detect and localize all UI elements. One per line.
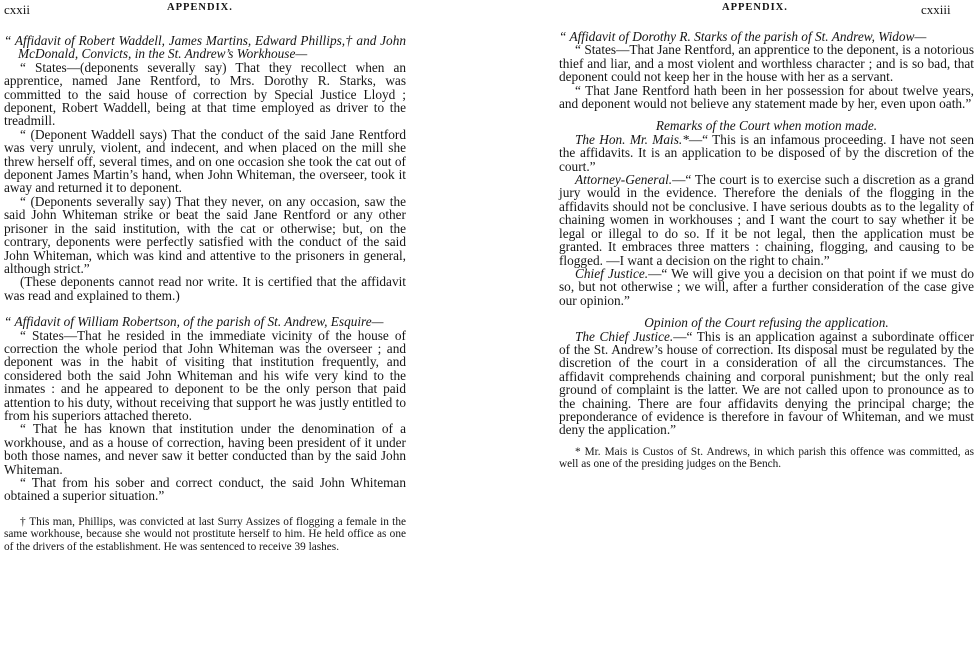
affidavit-3-paragraph-1: “ States—That Jane Rentford, an apprentice to the deponent, is a notorious thief and liar, and a most violent and worthless character ; and is so bad, that deponent could not keep her in the house with her as a servant. (559, 42, 974, 85)
right-footnote: * Mr. Mais is Custos of St. Andrews, in which parish this offence was committed, as well as one of the presiding judges on the Bench. (559, 445, 974, 471)
attorney-general-text: —“ The court is to exercise such a discretion as a grand jury would in the evidence. Therefore the denials of the flogging in the affidavits should not be conclusive. I have serious doubts as to the legality of chaining women in workhouses ; and I want the court to say whether it be legal or illegal to do so. If it be not legal, then the application must be granted. It embraces three matters : chaining, flogging, and causing to be flogged. —I want a decision on the right to chain.” (559, 172, 974, 268)
opinion-heading: Opinion of the Court refusing the application. (644, 315, 889, 331)
right-page-body (559, 30, 974, 471)
affidavit-2-title: “ Affidavit of William Robertson, of the parish of St. Andrew, Esquire— (4, 314, 384, 330)
chief-justice-text: —“ We will give you a decision on that point if we must do so, but not otherwise ; we will, after a further consideration of the case give our opinion.” (559, 265, 975, 308)
affidavit-3-paragraph-2: “ That Jane Rentford hath been in her possession for about twelve years, and deponent would not believe any statement made by her, even upon oath.” (559, 82, 974, 112)
affidavit-1-paragraph-2: “ (Deponent Waddell says) That the conduct of the said Jane Rentford was very unruly, violent, and indecent, and when placed on the mill she threw herself off, several times, and on one occasion she took the cat out of deponent James Martin’s hand, when John Whiteman, the overseer, took it away and returned it to deponent. (4, 126, 406, 196)
affidavit-3-title: “ Affidavit of Dorothy R. Starks of the parish of St. Andrew, Widow— (559, 29, 927, 44)
right-running-head: APPENDIX. (722, 2, 788, 13)
mais-remark (559, 133, 974, 173)
right-page (555, 0, 980, 670)
attorney-general-remark (559, 173, 974, 267)
mais-speaker: The Hon. Mr. Mais.* (575, 131, 689, 147)
mais-text: —“ This is an infamous proceeding. I have not seen the affidavits. It is an application to be disposed of by the discretion of the court.” (559, 131, 975, 174)
left-page-number: cxxii (4, 2, 30, 17)
left-page (0, 0, 412, 670)
remarks-heading: Remarks of the Court when motion made. (655, 118, 878, 134)
chief-justice-speaker: Chief Justice. (575, 265, 649, 281)
affidavit-1-paragraph-1: “ States—(deponents severally say) That they recollect when an apprentice, named Jane Rentford, to Mrs. Dorothy R. Starks, was committed to the said house of correction by Special Justice Lloyd ; deponent, Robert Waddell, being at that time employed as driver to the treadmill. (4, 59, 406, 129)
left-page-body (4, 34, 406, 553)
affidavit-1-paragraph-4: (These deponents cannot read nor write. It is certified that the affidavit was read and explained to them.) (4, 274, 406, 303)
affidavit-2-paragraph-2: “ That he has known that institution under the denomination of a workhouse, and as a house of correction, having been president of it under both those names, and never saw it better conducted than by the said John Whiteman. (4, 421, 406, 477)
affidavit-2-paragraph-3: “ That from his sober and correct conduct, the said John Whiteman obtained a superior situation.” (4, 475, 406, 504)
opinion-text: —“ This is an application against a subordinate officer of the St. Andrew’s house of correction. Its disposal must be regulated by the discretion of the court in a consideration of all the circumstances. The affidavit comprehends chaining and corporal punishment; but the only real ground of complaint is the latter. We are not called upon to pronounce as to the chaining. There are four affidavits denying the principal charge; the preponderance of evidence is therefore in favour of Whiteman, and we must deny the application.” (559, 328, 974, 438)
right-page-number: cxxiii (921, 2, 951, 17)
chief-justice-remark (559, 267, 974, 307)
affidavit-1-title: “ Affidavit of Robert Waddell, James Martins, Edward Phillips,† and John McDonald, Convicts, in the St. Andrew’s Workhouse— (4, 33, 406, 62)
affidavit-2-paragraph-1: “ States—That he resided in the immediate vicinity of the house of correction the whole period that John Whiteman was the overseer ; and deponent was in the habit of visiting that institution frequently, and considered both the said John Whiteman and his wife very kind to the inmates : and he appeared to deponent to be the only person that paid attention to his duty, without receiving that support he was justly entitled to from his superiors attached thereto. (4, 327, 406, 423)
attorney-general-speaker: Attorney-General. (575, 172, 673, 188)
chief-justice-opinion (559, 330, 974, 437)
opinion-speaker: The Chief Justice. (575, 328, 674, 344)
affidavit-1-paragraph-3: “ (Deponents severally say) That they never, on any occasion, saw the said John Whiteman strike or beat the said Jane Rentford or any other prisoner in the said institution, with the cat or otherwise; but, on the contrary, deponents were perfectly satisfied with the conduct of the said John Whiteman, which was kind and attentive to the prisoners in general, although strict.” (4, 193, 406, 276)
left-running-head: APPENDIX. (167, 2, 233, 13)
left-footnote: † This man, Phillips, was convicted at last Surry Assizes of flogging a female in the same workhouse, because she would not prostitute herself to him. He held office as one of the drivers of the establishment. He was sentenced to receive 39 lashes. (4, 515, 406, 553)
